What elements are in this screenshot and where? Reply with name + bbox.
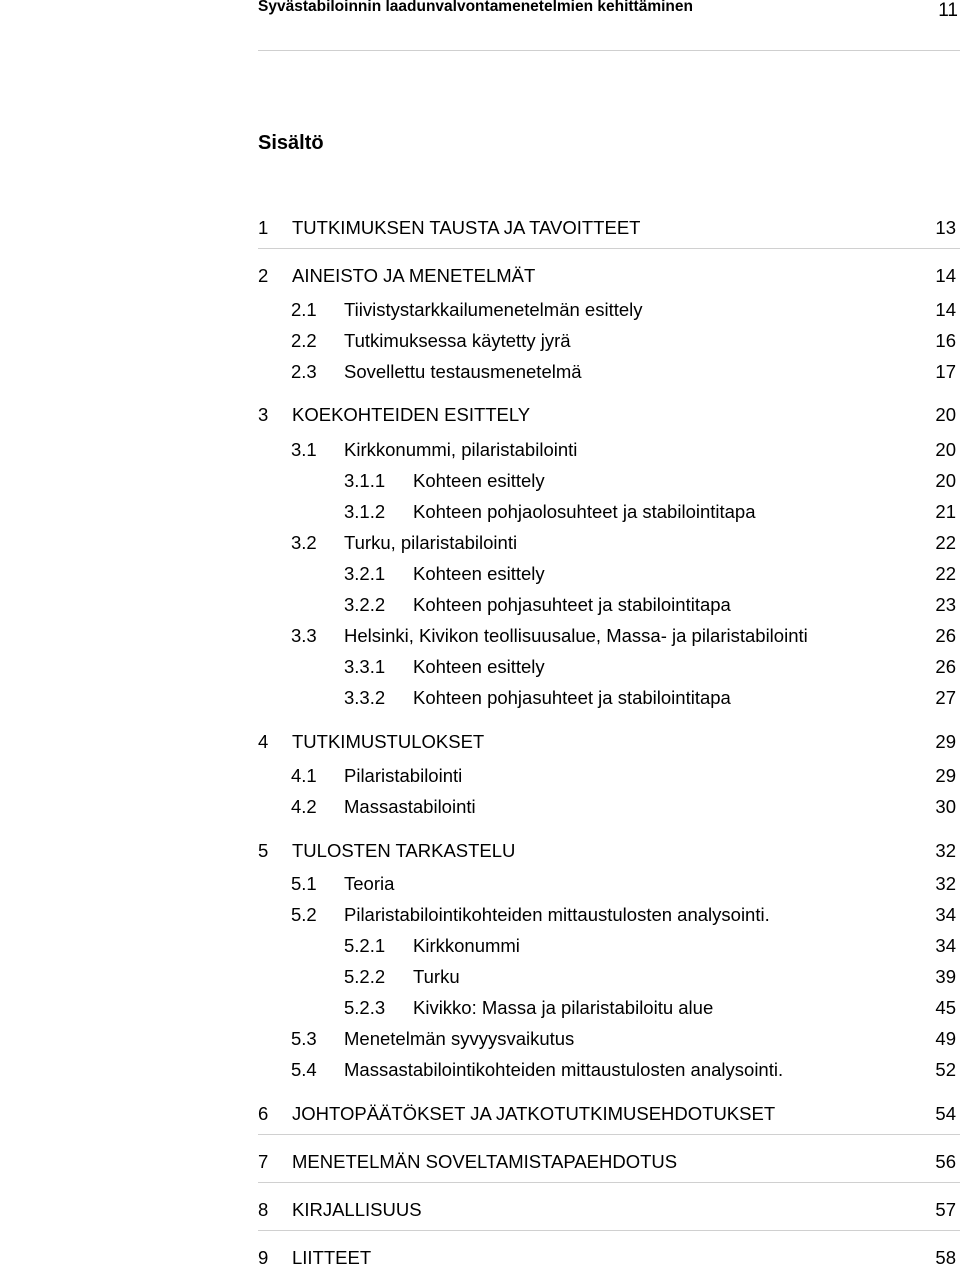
toc-entry: [258, 330, 960, 361]
toc-entry-title: Kohteen pohjaolosuhteet ja stabilointitapa: [413, 501, 756, 522]
toc-entry: [258, 840, 960, 871]
toc-entry-page: 29: [935, 731, 956, 752]
toc-entry-page: 27: [935, 687, 956, 708]
toc-entry-title: Kirkkonummi, pilaristabilointi: [344, 439, 578, 460]
toc-entry-page: 21: [935, 501, 956, 522]
toc-entry-number: 5.2.1: [344, 935, 386, 956]
toc-entry-number: 5.2: [291, 904, 317, 925]
toc-entry: [258, 217, 960, 249]
toc-entry-title: Tiivistystarkkailumenetelmän esittely: [344, 299, 643, 320]
toc-entry-page: 57: [935, 1199, 956, 1220]
toc-entry: [258, 1247, 960, 1278]
toc-entry: [258, 935, 960, 966]
toc-entry-page: 58: [935, 1247, 956, 1268]
toc-entry-number: 3.1: [291, 439, 317, 460]
toc-entry-title: TULOSTEN TARKASTELU: [292, 840, 516, 861]
toc-entry-title: Kohteen esittely: [413, 470, 545, 491]
toc-entry-title: TUTKIMUSTULOKSET: [292, 731, 485, 752]
toc-entry: [258, 470, 960, 501]
toc-entry-page: 54: [935, 1103, 956, 1124]
toc-entry: [258, 1028, 960, 1059]
toc-entry-title: Massastabilointi: [344, 796, 476, 817]
toc-entry: [258, 656, 960, 687]
toc-entry-page: 29: [935, 765, 956, 786]
toc-entry-page: 22: [935, 563, 956, 584]
toc-entry-title: Teoria: [344, 873, 395, 894]
toc-entry: [258, 765, 960, 796]
toc-entry-title: Kohteen pohjasuhteet ja stabilointitapa: [413, 687, 731, 708]
toc-entry-page: 32: [935, 840, 956, 861]
toc-entry-number: 2.3: [291, 361, 317, 382]
toc-heading: Sisältö: [258, 132, 324, 154]
toc-entry-page: 14: [935, 299, 956, 320]
toc-entry-title: Kohteen pohjasuhteet ja stabilointitapa: [413, 594, 731, 615]
toc-entry-page: 52: [935, 1059, 956, 1080]
toc-entry-number: 3.1.1: [344, 470, 386, 491]
toc-entry-number: 3: [258, 404, 269, 425]
toc-entry-title: AINEISTO JA MENETELMÄT: [292, 265, 536, 286]
toc-entry-number: 5.2.3: [344, 997, 386, 1018]
toc-entry: [258, 594, 960, 625]
toc-entry-number: 3.2: [291, 532, 317, 553]
toc-entry-page: 26: [935, 656, 956, 677]
toc-entry-number: 3.1.2: [344, 501, 386, 522]
toc-entry: [258, 439, 960, 470]
toc-entry: [258, 625, 960, 656]
toc-entry-number: 3.3.2: [344, 687, 386, 708]
toc-entry-number: 5: [258, 840, 269, 861]
toc-entry-page: 34: [935, 904, 956, 925]
running-title: Syvästabiloinnin laadunvalvontamenetelmien kehittäminen: [258, 0, 693, 15]
toc-entry-number: 2.1: [291, 299, 317, 320]
toc-entry: [258, 404, 960, 435]
toc-entry-number: 5.2.2: [344, 966, 386, 987]
toc-entry-title: Menetelmän syvyysvaikutus: [344, 1028, 575, 1049]
toc-entry-number: 2.2: [291, 330, 317, 351]
toc-entry-page: 45: [935, 997, 956, 1018]
toc-entry-page: 26: [935, 625, 956, 646]
toc-entry: [258, 532, 960, 563]
toc-entry-number: 4.2: [291, 796, 317, 817]
toc-entry-number: 4.1: [291, 765, 317, 786]
toc-entry-page: 56: [935, 1151, 956, 1172]
toc-entry-page: 30: [935, 796, 956, 817]
toc-entry-page: 17: [935, 361, 956, 382]
toc-entry-number: 3.3.1: [344, 656, 386, 677]
toc-entry-number: 2: [258, 265, 269, 286]
toc-entry-title: Sovellettu testausmenetelmä: [344, 361, 582, 382]
toc-entry-number: 3.2.1: [344, 563, 386, 584]
toc-entry-number: 9: [258, 1247, 269, 1268]
toc-entry-page: 13: [935, 217, 956, 238]
toc-entry-title: LIITTEET: [292, 1247, 372, 1268]
toc-entry-title: Tutkimuksessa käytetty jyrä: [344, 330, 571, 351]
toc-entry-title: JOHTOPÄÄTÖKSET JA JATKOTUTKIMUSEHDOTUKSET: [292, 1103, 776, 1124]
toc-entry-title: Turku, pilaristabilointi: [344, 532, 518, 553]
toc-entry-page: 49: [935, 1028, 956, 1049]
toc-entry-number: 8: [258, 1199, 269, 1220]
toc-entry-number: 5.4: [291, 1059, 317, 1080]
toc-entry-title: Pilaristabilointi: [344, 765, 463, 786]
toc-entry: [258, 687, 960, 718]
toc-entry-page: 39: [935, 966, 956, 987]
toc-entry: [258, 873, 960, 904]
toc-entry: [258, 1103, 960, 1135]
toc-entry-page: 23: [935, 594, 956, 615]
toc-entry-number: 5.1: [291, 873, 317, 894]
toc-entry: [258, 796, 960, 827]
toc-entry-title: Kohteen esittely: [413, 563, 545, 584]
toc-entry-title: Turku: [413, 966, 460, 987]
toc-entry-page: 20: [935, 404, 956, 425]
toc-entry: [258, 361, 960, 392]
toc-entry: [258, 1059, 960, 1090]
toc-entry-title: Kivikko: Massa ja pilaristabiloitu alue: [413, 997, 714, 1018]
toc-entry-number: 3.2.2: [344, 594, 386, 615]
toc-entry-title: Kohteen esittely: [413, 656, 545, 677]
toc-entry: [258, 501, 960, 532]
toc-entry-title: Kirkkonummi: [413, 935, 520, 956]
toc-entry: [258, 1151, 960, 1183]
toc-entry-page: 22: [935, 532, 956, 553]
toc-entry-page: 20: [935, 470, 956, 491]
toc-entry-title: KIRJALLISUUS: [292, 1199, 422, 1220]
toc-entry-page: 20: [935, 439, 956, 460]
toc-entry-title: TUTKIMUKSEN TAUSTA JA TAVOITTEET: [292, 217, 641, 238]
toc-entry: [258, 563, 960, 594]
toc-entry: [258, 997, 960, 1028]
toc-entry: [258, 1199, 960, 1231]
toc-entry-number: 4: [258, 731, 269, 752]
toc-entry-title: Massastabilointikohteiden mittaustulosten analysointi.: [344, 1059, 784, 1080]
toc-entry: [258, 265, 960, 296]
toc-entry-number: 7: [258, 1151, 269, 1172]
toc-entry-page: 34: [935, 935, 956, 956]
toc-entry-page: 14: [935, 265, 956, 286]
toc-entry: [258, 966, 960, 997]
toc-entry-number: 5.3: [291, 1028, 317, 1049]
toc-entry-number: 3.3: [291, 625, 317, 646]
toc-entry: [258, 299, 960, 330]
toc-entry-number: 6: [258, 1103, 269, 1124]
toc-entry: [258, 731, 960, 762]
toc-entry-title: KOEKOHTEIDEN ESITTELY: [292, 404, 531, 425]
toc-entry-title: Pilaristabilointikohteiden mittaustulosten analysointi.: [344, 904, 770, 925]
toc-entry-page: 16: [935, 330, 956, 351]
toc-entry-title: MENETELMÄN SOVELTAMISTAPAEHDOTUS: [292, 1151, 678, 1172]
toc-entry-page: 32: [935, 873, 956, 894]
toc-entry-number: 1: [258, 217, 269, 238]
page-number: 11: [938, 0, 958, 21]
toc-entry: [258, 904, 960, 935]
toc-entry-title: Helsinki, Kivikon teollisuusalue, Massa- ja pilaristabilointi: [344, 625, 808, 646]
